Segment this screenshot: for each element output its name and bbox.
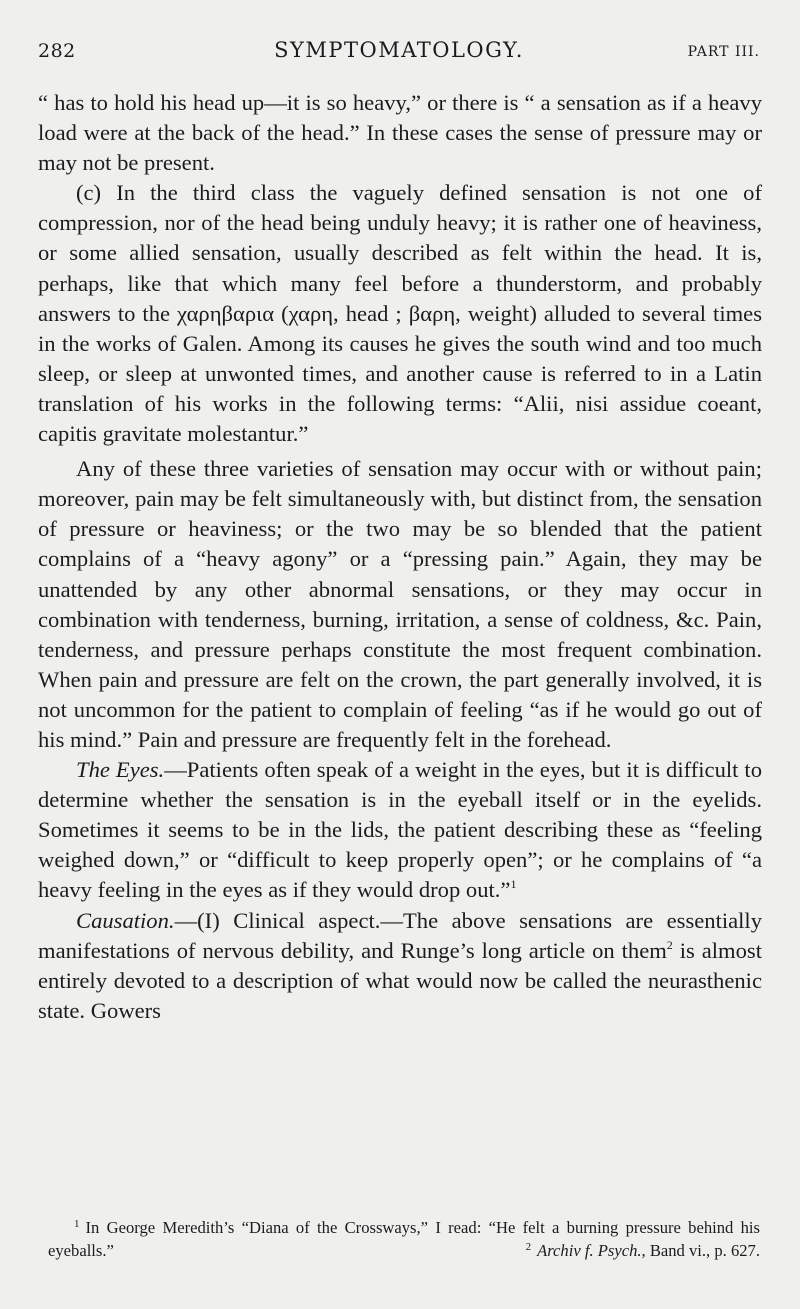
causation-heading: Causation. (76, 907, 175, 933)
page-header (38, 38, 760, 68)
footnote-2-mark: 2 (525, 1241, 532, 1253)
page-number: 282 (38, 40, 76, 62)
footnote-2-source: Archiv f. Psych. (537, 1241, 642, 1260)
eyes-heading: The Eyes. (76, 757, 165, 783)
footnote-2 (48, 1239, 760, 1262)
footnote-2-rest: , Band vi., p. 627. (641, 1241, 760, 1260)
footnotes (48, 1216, 760, 1262)
causation-text: —(I) Clinical aspect.—The above sensations are essentially manifestations of nervous debility, and Runge’s long article on them (38, 907, 762, 963)
running-title: SYMPTOMATOLOGY. (274, 38, 524, 62)
causation-text-continued: is almost entirely devoted to a description of what would now be called the neurasthenic state. Gowers (38, 937, 762, 1023)
main-text (38, 88, 762, 1026)
paragraph-causation (38, 906, 762, 1026)
eyes-text: —Patients often speak of a weight in the eyes, but it is difficult to determine whether the sensation is in the eyeball itself or in the eyelids. Sometimes it seems to be in the lids, the patient describing these as “feeling weighed down,” or “difficult to keep properly open”; or he complains of “a heavy feeling in the eyes as if they would drop out.” (38, 757, 763, 903)
paragraph-eyes (38, 755, 762, 905)
footnote-ref-2[interactable]: 2 (666, 937, 673, 952)
footnote-ref-1[interactable]: 1 (510, 877, 517, 892)
paragraph-continuation: “ has to hold his head up—it is so heavy,” or there is “ a sensation as if a heavy load were at the back of the head.” In these cases the sense of pressure may or may not be present. (38, 90, 762, 176)
footnote-1-mark: 1 (74, 1218, 80, 1230)
footnote-1-text: In George Meredith’s “Diana of the Crossways,” I read: “He felt a burning pressure behind his eyeballs.” (48, 1218, 760, 1260)
paragraph-varieties: Any of these three varieties of sensation may occur with or without pain; moreover, pain may be felt simultaneously with, but distinct from, the sensation of pressure or heaviness; or the two may be so blended that the patient complains of a “heavy agony” or a “pressing pain.” Again, they may be unattended by any other abnormal sensations, or they may occur in combination with tenderness, burning, irritation, a sense of coldness, &c. Pain, tenderness, and pressure perhaps constitute the most frequent combination. When pain and pressure are felt on the crown, the part generally involved, it is not uncommon for the patient to complain of feeling “as if he would go out of his mind.” Pain and pressure are frequently felt in the forehead. (38, 456, 762, 752)
part-label: PART III. (687, 44, 760, 60)
paragraph-third-class: (c) In the third class the vaguely defined sensation is not one of compression, nor of the head being unduly heavy; it is rather one of heaviness, or some allied sensation, usually described as felt within the head. It is, perhaps, like that which many feel before a thunderstorm, and probably answers to the χαρηβαρια (χαρη, head ; βαρη, weight) alluded to several times in the works of Galen. Among its causes he gives the south wind and too much sleep, or sleep at unwonted times, and another cause is referred to in a Latin translation of his works in the following terms: “Alii, nisi assidue coeant, capitis gravitate molestantur.” (38, 180, 762, 447)
